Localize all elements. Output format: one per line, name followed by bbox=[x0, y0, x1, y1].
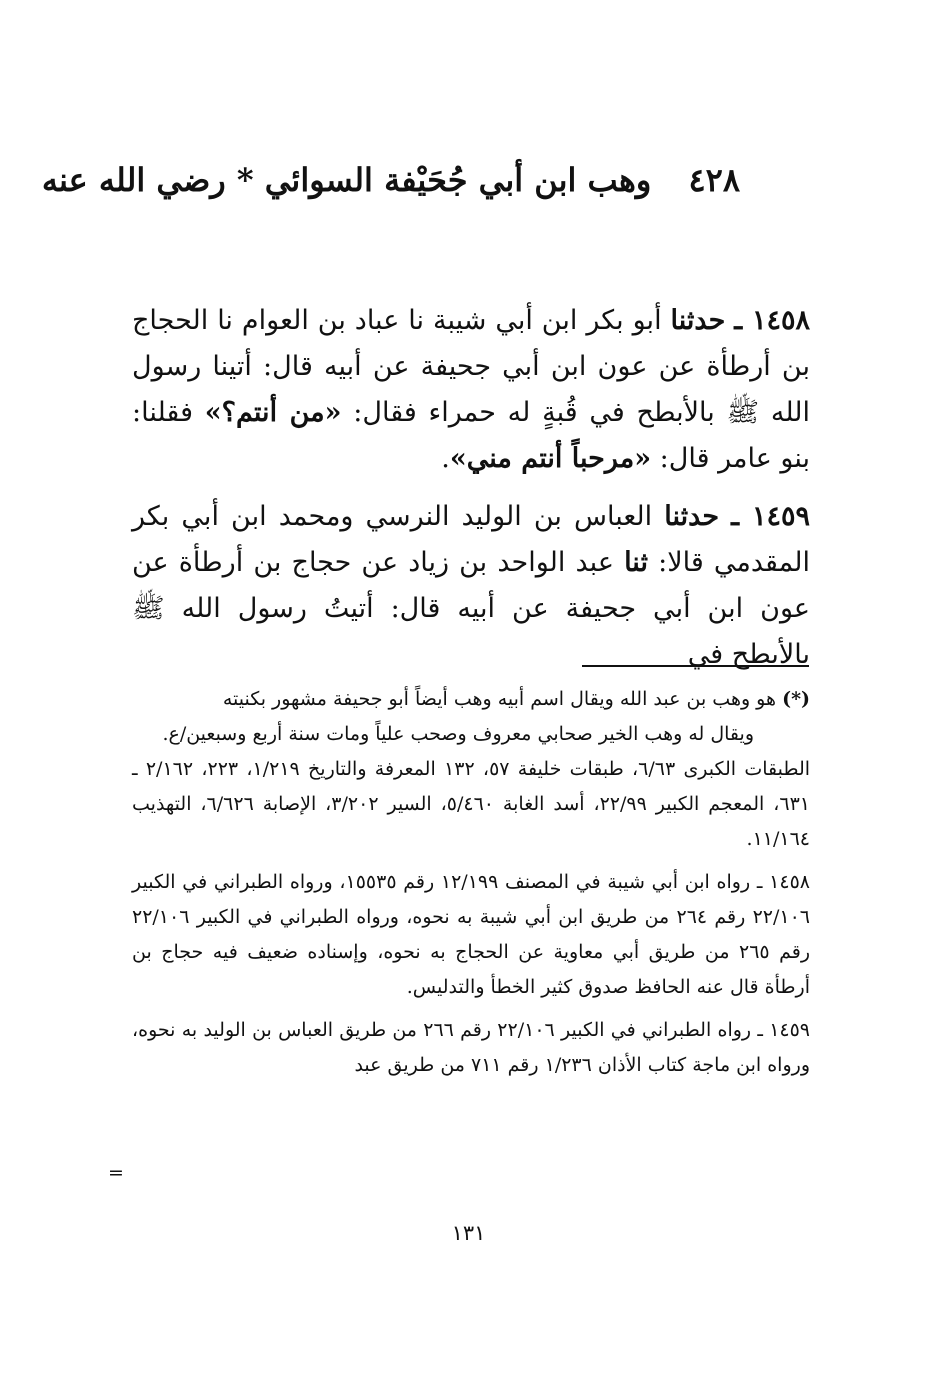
footnote-text: هو وهب بن عبد الله ويقال اسم أبيه وهب أيضاً أبو جحيفة مشهور بكنيته bbox=[222, 688, 777, 710]
footnotes bbox=[132, 682, 810, 1091]
hadith-text: فقلنا: بنو عامر قال: bbox=[132, 397, 810, 474]
chapter-number: ٤٢٨ bbox=[688, 161, 740, 199]
main-text bbox=[132, 298, 810, 690]
footnote-sources: الطبقات الكبرى ٦/٦٣، طبقات خليفة ٥٧، ١٣٢ المعرفة والتاريخ ١/٢١٩، ٢٢٣، ٢/١٦٢ ـ ٦٣١، المعجم الكبير ٢٢/٩٩، أسد الغابة ٥/٤٦٠، السير ٣/٢٠٢، الإصابة ٦/٦٢٦، التهذيب ١١/١٦٤. bbox=[132, 758, 811, 850]
footnote-1459 bbox=[132, 1013, 810, 1083]
hadith-1459 bbox=[132, 494, 810, 678]
chapter-heading bbox=[41, 150, 740, 210]
hadith-keyword: حدثنا bbox=[664, 501, 720, 532]
footnote-text: رواه ابن أبي شيبة في المصنف ١٢/١٩٩ رقم ١٥٥٣٥، ورواه الطبراني في الكبير ٢٢/١٠٦ رقم ٢٦٤ من طريق ابن أبي شيبة به نحوه، ورواه الطبراني في الكبير ٢٢/١٠٦ رقم ٢٦٥ من طريق أبي معاوية عن الحجاج به نحوه، وإسناده ضعيف فيه حجاج بن أرطأة قال عنه الحافظ صدوق كثير الخطأ والتدليس. bbox=[132, 871, 810, 998]
chapter-title: وهب ابن أبي جُحَيْفة السوائي * رضي الله عنه bbox=[41, 161, 652, 199]
hadith-keyword: ثنا bbox=[624, 547, 648, 578]
footnote-label: ١٤٥٩ ـ bbox=[757, 1019, 811, 1041]
page-number: ١٣١ bbox=[451, 1221, 486, 1245]
footnote-marker: (*) bbox=[782, 688, 810, 710]
hadith-end: . bbox=[441, 443, 450, 474]
hadith-text: أبو بكر ابن أبي شيبة نا عباد بن العوام نا الحجاج بن أرطأة عن عون ابن أبي جحيفة عن أبيه قال: أتينا رسول الله ﷺ بالأبطح في قُبةٍ له حمراء فقال: bbox=[132, 305, 810, 428]
hadith-quote: «من أنتم؟» bbox=[204, 397, 342, 428]
footnote-text: ويقال له وهب الخير صحابي معروف وصحب علياً ومات سنة أربع وسبعين/ع. bbox=[162, 723, 754, 745]
hadith-text: عبد الواحد بن زياد عن حجاج بن أرطأة عن عون ابن أبي جحيفة عن أبيه قال: أتيتُ رسول الله ﷺ بالأبطح في bbox=[132, 547, 810, 670]
continuation-mark: = bbox=[108, 1162, 124, 1184]
hadith-text: العباس بن الوليد النرسي ومحمد ابن أبي بكر المقدمي قالا: bbox=[132, 501, 810, 578]
hadith-keyword: حدثنا bbox=[670, 305, 726, 336]
hadith-number: ١٤٥٨ ـ bbox=[734, 305, 810, 336]
footnote-separator bbox=[582, 665, 809, 667]
hadith-quote: «مرحباً أنتم مني» bbox=[449, 443, 652, 474]
footnote-text: رواه الطبراني في الكبير ٢٢/١٠٦ رقم ٢٦٦ من طريق العباس بن الوليد به نحوه، ورواه ابن ماجة كتاب الأذان ١/٢٣٦ رقم ٧١١ من طريق عبد bbox=[132, 1019, 810, 1076]
hadith-1458 bbox=[132, 298, 810, 482]
footnote-biography bbox=[132, 682, 810, 857]
hadith-number: ١٤٥٩ ـ bbox=[731, 501, 810, 532]
footnote-label: ١٤٥٨ ـ bbox=[756, 871, 810, 893]
footnote-1458 bbox=[132, 865, 810, 1005]
